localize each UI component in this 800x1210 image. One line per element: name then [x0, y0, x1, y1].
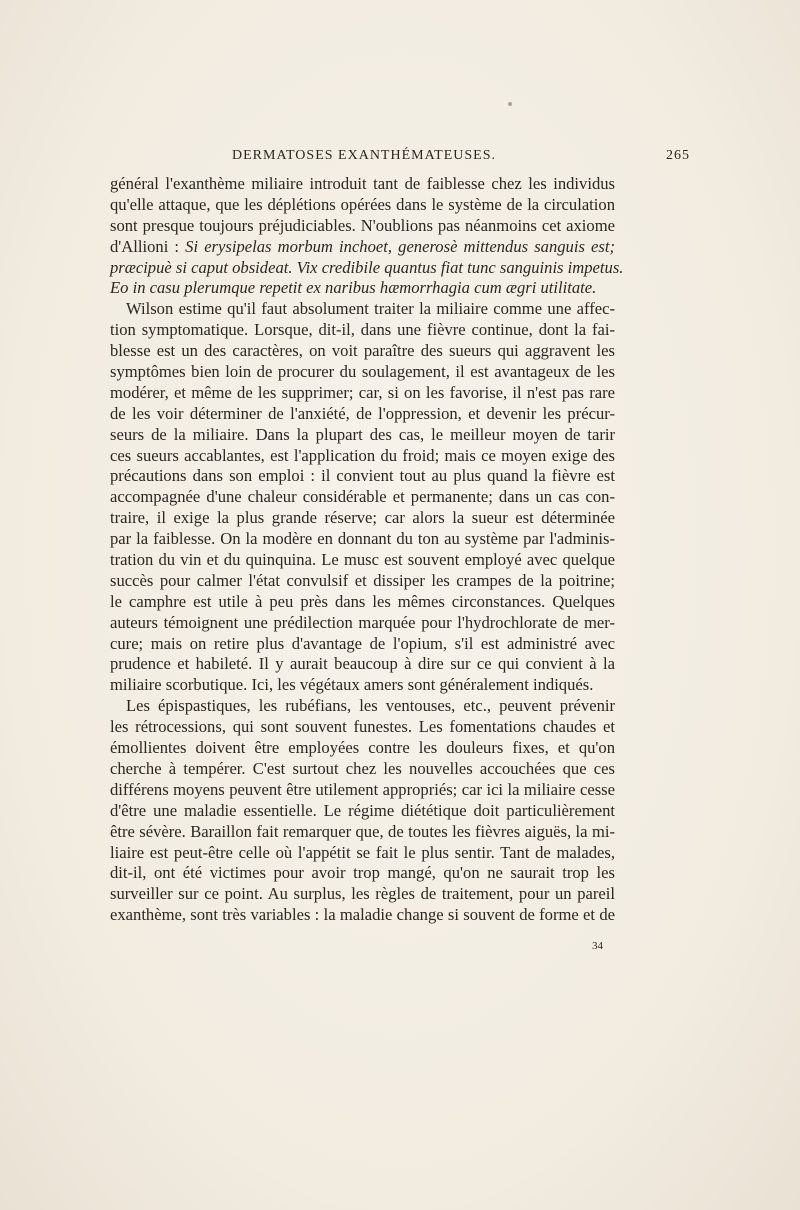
text-line: ces sueurs accablantes, est l'application du froid; mais ce moyen exige des — [110, 445, 615, 465]
text-line: traire, il exige la plus grande réserve; car alors la sueur est déterminée — [110, 508, 615, 528]
text-line: différens moyens peuvent être utilement appropriés; car ici la miliaire cesse — [110, 779, 615, 799]
text-line: modérer, et même de les supprimer; car, si on les favorise, il n'est pas rare — [110, 382, 615, 402]
text-line: auteurs témoignent une prédilection marquée pour l'hydrochlorate de mer- — [110, 612, 615, 632]
page-number: 265 — [666, 148, 690, 163]
paragraph-start: Wilson estime qu'il faut absolument traiter la miliaire comme une affec- — [126, 299, 615, 319]
text-line: miliaire scorbutique. Ici, les végétaux amers sont généralement indiqués. — [110, 675, 594, 695]
text-line: dit-il, ont été victimes pour avoir trop mangé, qu'on ne saurait trop les — [110, 863, 615, 883]
page-header — [110, 148, 690, 170]
paragraph-start: Les épispastiques, les rubéfians, les ventouses, etc., peuvent prévenir — [126, 696, 615, 716]
text-line: être sévère. Baraillon fait remarquer que, de toutes les fièvres aiguës, la mi- — [110, 821, 615, 841]
text-line: par la faiblesse. On la modère en donnant du ton au système par l'adminis- — [110, 529, 615, 549]
text-line: émollientes doivent être employées contre les douleurs fixes, et qu'on — [110, 738, 615, 758]
text-line: succès pour calmer l'état convulsif et dissiper les crampes de la poitrine; — [110, 570, 615, 590]
text-line: surveiller sur ce point. Au surplus, les règles de traitement, pour un pareil — [110, 884, 615, 904]
text-line: tion symptomatique. Lorsque, dit-il, dans une fièvre continue, dont la fai- — [110, 320, 615, 340]
text-line: blesse est un des caractères, on voit paraître des sueurs qui aggravent les — [110, 341, 615, 361]
text-line: général l'exanthème miliaire introduit tant de faiblesse chez les individus — [110, 174, 615, 193]
latin-quote-line: Eo in casu plerumque repetit ex naribus hæmorrhagia cum ægri utilitate. — [110, 278, 597, 298]
text-line: qu'elle attaque, que les déplétions opérées dans le système de la circulation — [110, 194, 615, 214]
signature-mark: 34 — [592, 940, 603, 952]
text-line: de les voir déterminer de l'anxiété, de l'oppression, et devenir les précur- — [110, 403, 615, 423]
text-line: le camphre est utile à peu près dans les mêmes circonstances. Quelques — [110, 591, 615, 611]
text-line: les rétrocessions, qui sont souvent funestes. Les fomentations chaudes et — [110, 717, 615, 737]
latin-quote: Si erysipelas morbum inchoet, generosè mittendus sanguis est; — [179, 236, 615, 256]
ink-speck — [508, 102, 512, 106]
text-line: liaire est peut-être celle où l'appétit se fait le plus sentir. Tant de malades, — [110, 842, 615, 862]
text-line: d'être une maladie essentielle. Le régime diététique doit particulièrement — [110, 800, 615, 820]
text-line — [110, 237, 615, 258]
body-text — [110, 174, 624, 926]
text-line: sont presque toujours préjudiciables. N'oublions pas néanmoins cet axiome — [110, 215, 615, 235]
text-line: accompagnée d'une chaleur considérable et permanente; dans un cas con- — [110, 487, 615, 507]
text-line: exanthème, sont très variables : la maladie change si souvent de forme et de — [110, 905, 615, 925]
text-line: symptômes bien loin de procurer du soulagement, il est avantageux de les — [110, 362, 615, 382]
text-run: d'Allioni : — [110, 236, 180, 256]
text-line: prudence et habileté. Il y aurait beaucoup à dire sur ce qui convient à la — [110, 654, 615, 674]
running-head: DERMATOSES EXANTHÉMATEUSES. — [232, 148, 496, 163]
latin-quote-line: præcipuè si caput obsideat. Vix credibile quantus fiat tunc sanguinis impetus. — [110, 257, 624, 277]
text-line: seurs de la miliaire. Dans la plupart des cas, le meilleur moyen de tarir — [110, 424, 615, 444]
text-line: précautions dans son emploi : il convient tout au plus quand la fièvre est — [110, 466, 615, 486]
text-line: tration du vin et du quinquina. Le musc est souvent employé avec quelque — [110, 550, 615, 570]
text-line: cherche à tempérer. C'est surtout chez les nouvelles accouchées que ces — [110, 758, 615, 778]
text-line: cure; mais on retire plus d'avantage de l'opium, s'il est administré avec — [110, 633, 615, 653]
